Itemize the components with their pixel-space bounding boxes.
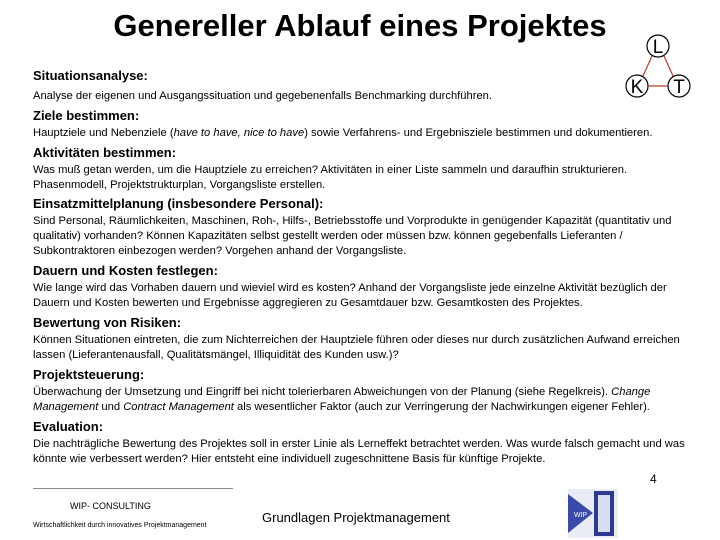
- section-body: Sind Personal, Räumlichkeiten, Maschinen, Roh-, Hilfs-, Betriebsstoffe und Vorprodukte in genügender Kapazität (quantitativ und qualitativ) vorhanden? Können Kapazitäten selbst gestellt werden oder müssen bzw. können gegebenfalls Lieferanten / Subkontraktoren einbezogen werden? Vorgehen anhand der Vorgangsliste.: [33, 215, 672, 258]
- ktl-letter-k: K: [630, 77, 644, 98]
- section-body: Können Situationen eintreten, die zum Nichterreichen der Hauptziele führen oder dieses nur durch zusätzlichen Aufwand erreichen lassen (Lieferantenausfall, Qualitätsmängel, Illiquidität des Kunden usw.)?: [33, 334, 680, 362]
- section-situationsanalyse: [33, 68, 698, 104]
- section-body: Die nachträgliche Bewertung des Projektes soll in erster Linie als Lerneffekt betrachtet werden. Was wurde falsch gemacht und was könnte wie verbessert werden? Hier entsteht eine individuell zugeschnittene Basis für künftige Projekte.: [33, 438, 685, 466]
- section-heading: Bewertung von Risiken:: [33, 315, 182, 330]
- section-heading: Einsatzmittelplanung (insbesondere Personal):: [33, 196, 324, 211]
- page-title: Genereller Ablauf eines Projektes: [113, 8, 607, 43]
- wip-logo-text: WIP: [574, 512, 588, 519]
- section-heading: Situationsanalyse:: [33, 68, 148, 83]
- wip-logo: [568, 489, 618, 538]
- section-body: Wie lange wird das Vorhaben dauern und wieviel wird es kosten? Anhand der Vorgangsliste jede einzelne Aktivität bezüglich der Dauern und Kosten bewerten und Ergebnisse aggregieren zu Gesamtdauer bzw. Gesamtkosten des Projektes.: [33, 282, 667, 310]
- section-body: Hauptziele und Nebenziele (have to have, nice to have) sowie Verfahrens- und Ergebnisziele bestimmen und dokumentieren.: [33, 127, 653, 139]
- section-ziele: [33, 108, 698, 141]
- section-body: Überwachung der Umsetzung und Eingriff bei nicht tolerierbaren Abweichungen von der Planung (siehe Regelkreis). Change Management und Contract Management als wesentlicher Faktor (auch zur Verringerung der Nachwirkungen eigener Fehler).: [33, 386, 651, 414]
- section-projektsteuerung: [33, 367, 698, 415]
- section-risiken: [33, 315, 698, 363]
- footer-divider: [33, 488, 233, 489]
- section-einsatzmittelplanung: [33, 196, 698, 260]
- footer-tagline: Wirtschaftlichkeit durch innovatives Projektmanagement: [33, 522, 207, 529]
- section-dauern-kosten: [33, 263, 698, 311]
- section-body: Analyse der eigenen und Ausgangssituation und gegebenenfalls Benchmarking durchführen.: [33, 90, 493, 102]
- section-aktivitaeten: [33, 145, 698, 193]
- section-body: Was muß getan werden, um die Hauptziele zu erreichen? Aktivitäten in einer Liste sammeln und daraufhin strukturieren. Phasenmodell, Projektstrukturplan, Vorgangsliste erstellen.: [33, 164, 628, 192]
- section-heading: Projektsteuerung:: [33, 367, 145, 382]
- ktl-letter-l: L: [652, 37, 664, 58]
- page-number: 4: [650, 472, 657, 486]
- footer-title: Grundlagen Projektmanagement: [262, 510, 450, 525]
- section-heading: Ziele bestimmen:: [33, 108, 140, 123]
- section-heading: Dauern und Kosten festlegen:: [33, 263, 218, 278]
- section-heading: Aktivitäten bestimmen:: [33, 145, 177, 160]
- ktl-letter-t: T: [673, 77, 685, 98]
- section-heading: Evaluation:: [33, 419, 104, 434]
- footer-company: WIP- CONSULTING: [70, 501, 151, 511]
- section-evaluation: [33, 419, 698, 467]
